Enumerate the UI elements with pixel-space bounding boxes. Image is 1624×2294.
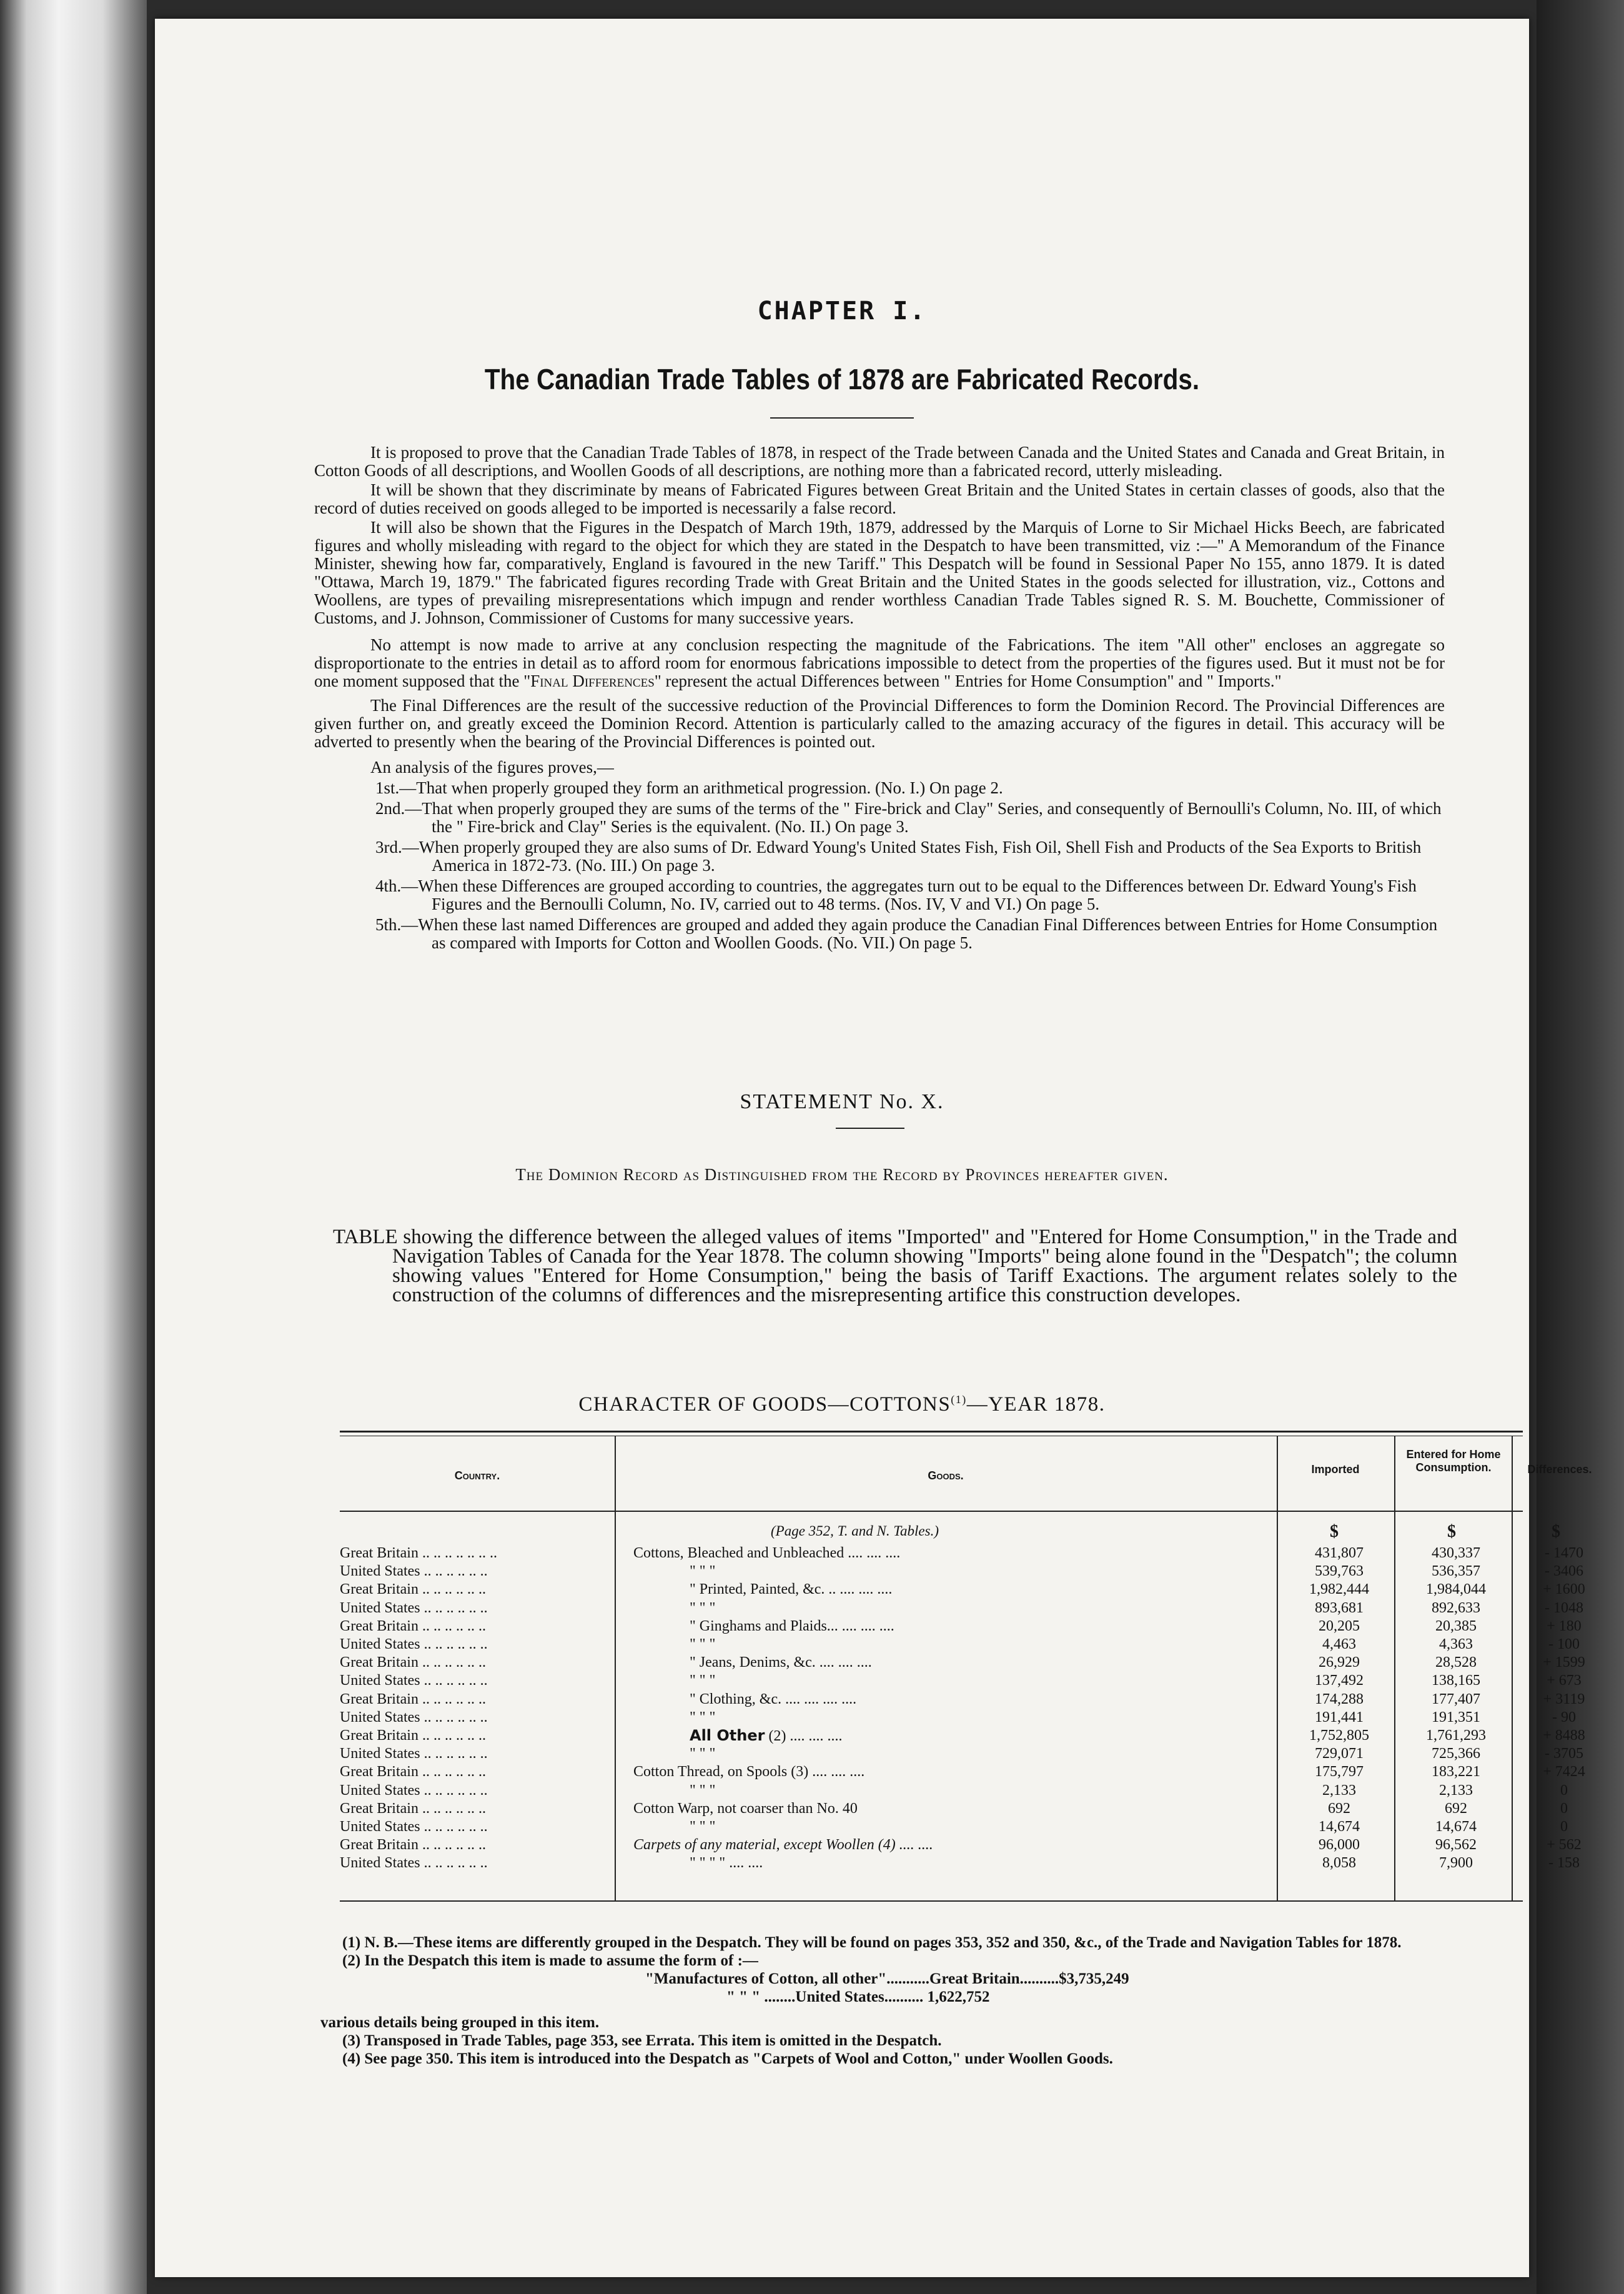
table-row (340, 1544, 1583, 1562)
cell-goods: " Printed, Painted, &c. .. .... .... .... (690, 1581, 893, 1598)
cell-imported: 14,674 (1319, 1819, 1360, 1835)
cell-home-consumption: 725,366 (1432, 1745, 1480, 1762)
cell-home-consumption: 2,133 (1439, 1782, 1473, 1799)
cell-imported: 729,071 (1315, 1745, 1364, 1762)
analysis-intro: An analysis of the figures proves,— (370, 758, 614, 777)
page-title: The Canadian Trade Tables of 1878 are Fabricated Records. (484, 363, 1200, 395)
table-header-rule (340, 1511, 1523, 1512)
footnote-2-line-2: " " " ........United States.......... 1,622,752 (726, 1989, 990, 2005)
cell-goods: " " " " .... .... (690, 1855, 763, 1872)
dominion-subheading: The Dominion Record as Distinguished from the Record by Provinces hereafter given. (515, 1165, 1169, 1184)
cell-country: United States .. .. .. .. .. .. (340, 1599, 488, 1616)
cell-imported: 893,681 (1315, 1599, 1364, 1616)
cell-goods: " " " (690, 1782, 716, 1799)
cell-goods: " " " (690, 1599, 716, 1616)
cell-country: United States .. .. .. .. .. .. (340, 1709, 488, 1725)
table-row (340, 1654, 1585, 1671)
cell-country: United States .. .. .. .. .. .. (340, 1819, 488, 1835)
table-row (340, 1727, 1585, 1744)
statement-rule (836, 1128, 904, 1129)
cell-imported: 96,000 (1319, 1837, 1360, 1854)
table-description-text: TABLE showing the difference between the alleged values of items "Imported" and "Entered for Home Consumption," in the Trade and Navigation Tables of Canada for the Year 1878. The column showing "Imports" being alone found in the "Despatch"; the column showing values "Entered for Home Consumption," being the basis of Tariff Exactions. The argument relates solely to the construction of the columns of differences and the misrepresenting artifice this construction developes. (333, 1226, 1457, 1306)
book-gutter (0, 0, 147, 2294)
table-row (340, 1672, 1582, 1689)
cell-home-consumption: 1,984,044 (1426, 1581, 1486, 1598)
cell-country: United States .. .. .. .. .. .. (340, 1782, 488, 1799)
table-row (340, 1617, 1582, 1635)
cell-country: United States .. .. .. .. .. .. (340, 1855, 488, 1872)
paragraph-3: It will also be shown that the Figures in the Despatch of March 19th, 1879, addressed by the Marquis of Lorne to Sir Michael Hicks Beech, are fabricated figures and wholly misleading with regard to the object for which they are stated in the Despatch to have been transmitted, viz :—" A Memorandum of the Finance Minister, shewing how far, comparatively, England is favoured in the new Tariff." This Despatch will be found in Sessional Paper No 155, anno 1879. It is dated "Ottawa, March 19, 1879." The fabricated figures recording Trade with Great Britain and the United States in the goods selected for illustration, viz., Cottons and Woollens, are types of prevailing misrepresentations which impugn and render worthless Canadian Trade Tables signed R. S. M. Bouchette, Commissioner of Customs, and J. Johnson, Commissioner of Customs for many successive years. (314, 518, 1445, 627)
cell-country: United States .. .. .. .. .. .. (340, 1636, 488, 1652)
cell-home-consumption: 183,221 (1432, 1764, 1480, 1780)
table-description (333, 1228, 1457, 1305)
analysis-item-5: 5th.—When these last named Differences are grouped and added they again produce the Canadian Final Differences between Entries for Home Consumption as compared with Imports for Cotton and Woollen Goods. (No. VII.) On page 5. (375, 915, 1438, 952)
cell-home-consumption: 177,407 (1432, 1691, 1480, 1707)
cell-difference: - 3406 (1545, 1563, 1583, 1580)
cell-imported: 175,797 (1315, 1764, 1364, 1780)
title-rule (770, 417, 914, 419)
table-row (340, 1709, 1576, 1726)
cell-home-consumption: 20,385 (1435, 1617, 1477, 1634)
cell-difference: - 3705 (1545, 1745, 1583, 1762)
cell-home-consumption: 28,528 (1435, 1654, 1477, 1671)
table-row (340, 1636, 1580, 1653)
table-row (340, 1836, 1582, 1854)
analysis-item-1: 1st.—That when properly grouped they form an arithmetical progression. (No. I.) On page 2. (375, 778, 1003, 797)
cell-goods: Cotton Thread, on Spools (3) .... .... .... (633, 1764, 865, 1780)
cell-difference: + 673 (1547, 1672, 1582, 1689)
cell-home-consumption: 138,165 (1432, 1672, 1480, 1689)
table-bottom-rule (340, 1900, 1523, 1902)
cell-country: Great Britain .. .. .. .. .. .. (340, 1764, 486, 1780)
table-row (340, 1562, 1583, 1580)
cell-difference: + 180 (1547, 1617, 1582, 1634)
table-row (340, 1800, 1568, 1817)
chapter-heading: CHAPTER I. (757, 297, 927, 325)
cell-imported: 539,763 (1315, 1563, 1364, 1580)
page-reference: (Page 352, T. and N. Tables.) (771, 1523, 939, 1539)
table-top-rule (340, 1431, 1523, 1433)
cell-imported: 26,929 (1319, 1654, 1360, 1671)
intro-text (314, 444, 1445, 955)
table-caption-a: CHARACTER OF GOODS—COTTONS (578, 1393, 951, 1416)
cell-imported: 1,752,805 (1309, 1727, 1369, 1744)
table-row (340, 1691, 1585, 1708)
paragraph-4-main: No attempt is now made to arrive at any conclusion respecting the magnitude of the Fabrications. The item "All other" encloses an aggregate so disproportionate to the entries in detail as to afford room for enormous fabrications impossible to detect from the properties of the figures used. But it must not be for one moment supposed that the " (314, 635, 1445, 690)
cell-home-consumption: 96,562 (1435, 1837, 1477, 1854)
cell-country: United States .. .. .. .. .. .. (340, 1672, 488, 1689)
cell-difference: - 1048 (1545, 1599, 1583, 1616)
footnotes (320, 1934, 1538, 2068)
cell-goods: " " " (690, 1636, 716, 1652)
cell-country: Great Britain .. .. .. .. .. .. (340, 1691, 486, 1707)
final-differences-term: Final Differences (530, 672, 655, 690)
cell-imported: 692 (1328, 1800, 1350, 1817)
cell-difference: 0 (1560, 1819, 1568, 1835)
dollar-diff: $ (1552, 1522, 1560, 1541)
cell-imported: 1,982,444 (1309, 1581, 1369, 1598)
table-caption-note: (1) (951, 1393, 967, 1406)
cell-imported: 431,807 (1315, 1545, 1364, 1561)
cell-imported: 20,205 (1319, 1617, 1360, 1634)
cell-home-consumption: 1,761,293 (1426, 1727, 1486, 1744)
footnote-2-tail: various details being grouped in this item. (320, 2014, 600, 2031)
cell-goods-label: All Other (690, 1727, 765, 1744)
cell-goods: Carpets of any material, except Woollen (4) .... .... (633, 1837, 933, 1854)
cell-country: Great Britain .. .. .. .. .. .. (340, 1617, 486, 1634)
paragraph-4-end: " represent the actual Differences between " Entries for Home Consumption" and " Imports." (654, 672, 1282, 690)
header-goods: Goods. (928, 1469, 964, 1482)
paragraph-2: It will be shown that they discriminate by means of Fabricated Figures between Great Britain and the United States in certain classes of goods, also that the record of duties received on goods alleged to be imported is necessarily a false record. (314, 480, 1445, 517)
table-row (340, 1763, 1585, 1780)
cell-country: Great Britain .. .. .. .. .. .. (340, 1654, 486, 1671)
cell-country: United States .. .. .. .. .. .. (340, 1745, 488, 1762)
cell-goods-suffix: (2) .... .... .... (765, 1728, 843, 1744)
table-row (340, 1745, 1583, 1762)
cell-country: Great Britain .. .. .. .. .. .. (340, 1581, 486, 1598)
header-country: Country. (454, 1469, 500, 1482)
cottons-table (340, 1431, 1592, 1902)
cell-home-consumption: 7,900 (1439, 1855, 1473, 1872)
footnote-2: (2) In the Despatch this item is made to assume the form of :— (342, 1952, 758, 1969)
cell-home-consumption: 191,351 (1432, 1709, 1480, 1725)
cell-country: Great Britain .. .. .. .. .. .. (340, 1800, 486, 1817)
cell-country: Great Britain .. .. .. .. .. .. (340, 1727, 486, 1744)
cell-difference: + 8488 (1543, 1727, 1585, 1744)
header-differences: Differences. (1527, 1463, 1592, 1476)
cell-goods (690, 1727, 1189, 1745)
cell-difference: + 1599 (1543, 1654, 1585, 1671)
cell-difference: 0 (1560, 1782, 1568, 1799)
table-row (340, 1599, 1583, 1617)
cell-difference: 0 (1560, 1800, 1568, 1817)
cell-imported: 174,288 (1315, 1691, 1364, 1707)
cell-imported: 191,441 (1315, 1709, 1364, 1725)
cell-home-consumption: 892,633 (1432, 1599, 1480, 1616)
analysis-item-2: 2nd.—That when properly grouped they are sums of the terms of the " Fire-brick and Clay" Series, and consequently of Bernoulli's Column, No. III, of which the " Fire-brick and Clay" Series is the equivalent. (No. II.) On page 3. (375, 799, 1442, 836)
cell-imported: 8,058 (1322, 1855, 1356, 1872)
cell-imported: 137,492 (1315, 1672, 1364, 1689)
footnote-1: (1) N. B.—These items are differently grouped in the Despatch. They will be found on pages 353, 352 and 350, &c., of the Trade and Navigation Tables for 1878. (342, 1934, 1402, 1951)
cell-goods: Cottons, Bleached and Unbleached .... .... .... (633, 1545, 901, 1561)
table-caption (155, 1393, 1529, 1416)
cell-goods: " Ginghams and Plaids... .... .... .... (690, 1617, 894, 1634)
statement-heading: STATEMENT No. X. (740, 1090, 944, 1113)
cell-home-consumption: 14,674 (1435, 1819, 1477, 1835)
document-page (155, 19, 1592, 2277)
cell-difference: - 1470 (1545, 1545, 1583, 1561)
cell-goods: " " " (690, 1819, 716, 1835)
cell-home-consumption: 430,337 (1432, 1545, 1480, 1561)
book-edge (1537, 0, 1624, 2294)
analysis-item-3: 3rd.—When properly grouped they are also sums of Dr. Edward Young's United States Fish, Fish Oil, Shell Fish and Products of the Sea Exports to British America in 1872-73. (No. III.) On page 3. (375, 838, 1422, 875)
cell-goods: " " " (690, 1745, 716, 1762)
table-row (340, 1581, 1585, 1598)
cell-home-consumption: 536,357 (1432, 1563, 1480, 1580)
dollar-home: $ (1447, 1522, 1456, 1541)
cell-difference: + 1600 (1543, 1581, 1585, 1598)
table-row (340, 1782, 1568, 1799)
footnote-2-line-1: "Manufactures of Cotton, all other"...........Great Britain..........$3,735,249 (645, 1970, 1129, 1987)
cell-goods: " Clothing, &c. .... .... .... .... (690, 1691, 857, 1707)
cell-difference: + 7424 (1543, 1764, 1585, 1780)
cell-imported: 2,133 (1322, 1782, 1356, 1799)
cell-difference: + 562 (1547, 1837, 1582, 1854)
cell-goods: " " " (690, 1563, 716, 1580)
footnote-4: (4) See page 350. This item is introduced into the Despatch as "Carpets of Wool and Cotton," under Woollen Goods. (342, 2050, 1113, 2067)
table-row (340, 1818, 1568, 1835)
cell-difference: + 3119 (1543, 1691, 1585, 1707)
header-imported: Imported (1311, 1463, 1360, 1476)
cell-imported: 4,463 (1322, 1636, 1356, 1652)
cell-goods: " " " (690, 1709, 716, 1725)
paragraph-4 (314, 636, 1445, 690)
cell-home-consumption: 692 (1445, 1800, 1467, 1817)
header-home-consumption: Entered for Home Consumption. (1406, 1448, 1501, 1474)
cell-difference: - 90 (1552, 1709, 1576, 1725)
cell-country: Great Britain .. .. .. .. .. .. (340, 1837, 486, 1854)
cell-goods: Cotton Warp, not coarser than No. 40 (633, 1800, 858, 1817)
analysis-item-4: 4th.—When these Differences are grouped according to countries, the aggregates turn out to be equal to the Differences between Dr. Edward Young's Fish Figures and the Bernoulli Column, No. IV, carried out to 48 terms. (Nos. IV, V and VI.) On page 5. (375, 876, 1417, 913)
cell-difference: - 158 (1548, 1855, 1580, 1872)
cell-country: Great Britain .. .. .. .. .. .. .. (340, 1545, 497, 1561)
table-caption-b: —YEAR 1878. (966, 1393, 1106, 1416)
paragraph-1: It is proposed to prove that the Canadian Trade Tables of 1878, in respect of the Trade between Canada and the United States and Canada and Great Britain, in Cotton Goods of all descriptions, and Woollen Goods of all descriptions, are nothing more than a fabricated record, utterly misleading. (314, 443, 1445, 480)
table-row (340, 1854, 1580, 1872)
cell-difference: - 100 (1548, 1636, 1580, 1652)
dollar-imported: $ (1330, 1522, 1339, 1541)
cell-home-consumption: 4,363 (1439, 1636, 1473, 1652)
cell-country: United States .. .. .. .. .. .. (340, 1563, 488, 1580)
footnote-3: (3) Transposed in Trade Tables, page 353, see Errata. This item is omitted in the Despatch. (342, 2032, 942, 2049)
paragraph-5: The Final Differences are the result of the successive reduction of the Provincial Differences to form the Dominion Record. The Provincial Differences are given further on, and greatly exceed the Dominion Record. Attention is particularly called to the amazing accuracy of the figures in detail. This accuracy will be adverted to presently when the bearing of the Provincial Differences is pointed out. (314, 696, 1445, 751)
cell-goods: " Jeans, Denims, &c. .... .... .... (690, 1654, 872, 1671)
cell-goods: " " " (690, 1672, 716, 1689)
